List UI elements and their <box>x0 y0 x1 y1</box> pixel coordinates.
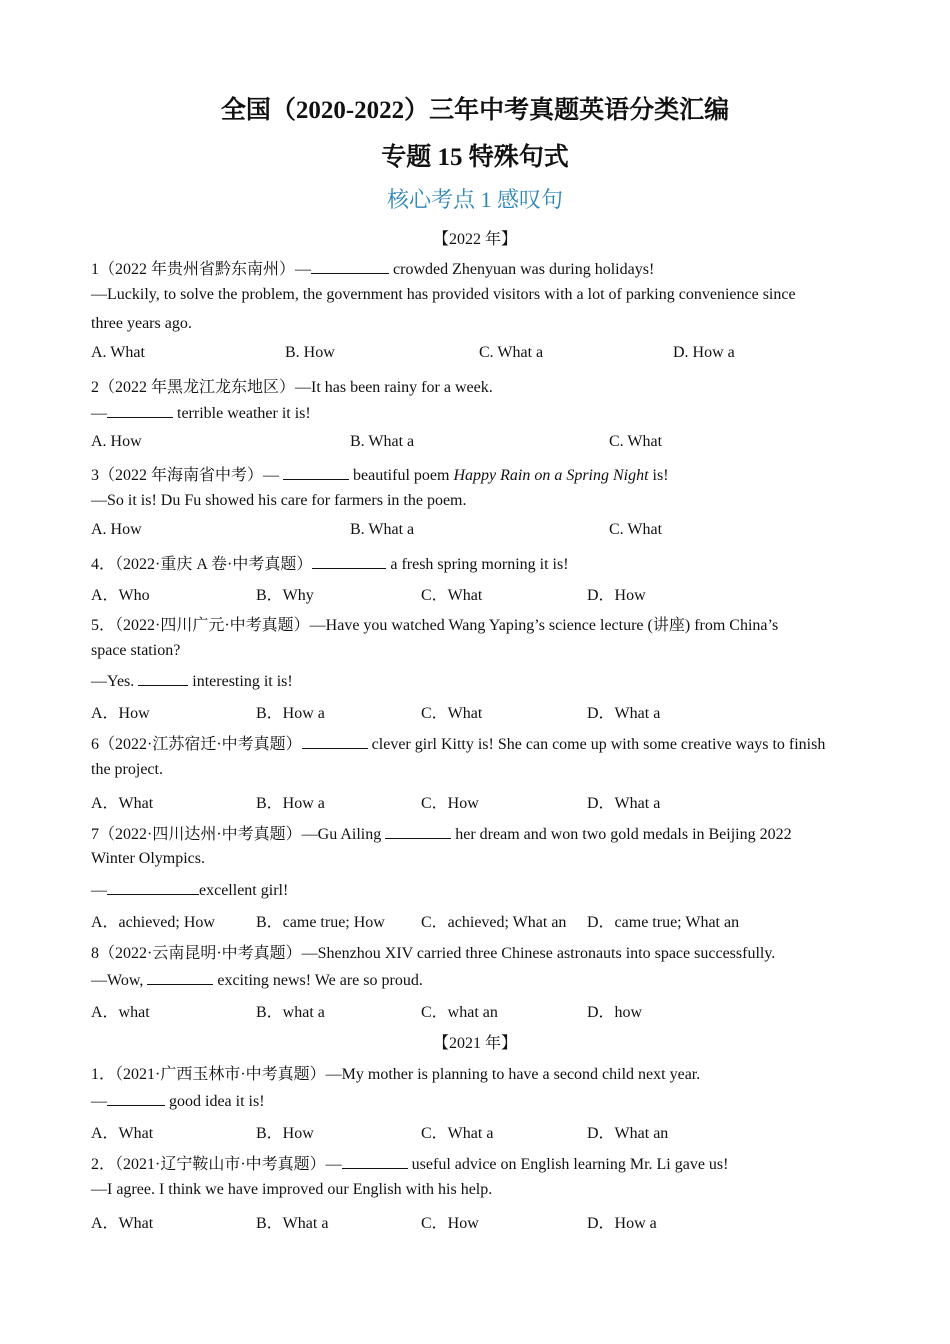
question-1-line: —Luckily, to solve the problem, the government has provided visitors with a lot of parking convenience since <box>91 286 796 303</box>
option-b: B. What a <box>350 521 415 538</box>
option-d: D．What a <box>587 795 661 812</box>
option-a: A．achieved; How <box>91 914 215 931</box>
section-heading: 核心考点 1 感叹句 <box>386 187 563 212</box>
question-7-line: Winter Olympics. <box>91 850 205 867</box>
option-a: A．What <box>91 795 154 812</box>
answer-blank <box>312 554 386 569</box>
option-c: C．How <box>421 1215 479 1232</box>
option-b: B．Why <box>256 587 314 604</box>
option-b: B. How <box>285 344 335 361</box>
answer-blank <box>107 880 199 895</box>
option-a: A．what <box>91 1004 150 1021</box>
question-2-stem: 2（2022 年黑龙江龙东地区）—It has been rainy for a week. <box>91 379 493 396</box>
option-a: A．How <box>91 705 150 722</box>
option-a: A．What <box>91 1215 154 1232</box>
question-7-stem: 7（2022·四川达州·中考真题）—Gu Ailing her dream and won two gold medals in Beijing 2022 <box>91 826 792 843</box>
question-7-line: — excellent girl! <box>91 882 289 899</box>
document-title: 全国（2020-2022）三年中考真题英语分类汇编 <box>220 97 730 124</box>
question-1-line: three years ago. <box>91 315 192 332</box>
answer-blank <box>147 970 213 985</box>
answer-blank <box>342 1154 408 1169</box>
option-c: C．What <box>421 587 483 604</box>
option-b: B．what a <box>256 1004 325 1021</box>
answer-blank <box>107 403 173 418</box>
option-a: A．Who <box>91 587 150 604</box>
option-b: B．What a <box>256 1215 329 1232</box>
question-6-line: the project. <box>91 761 163 778</box>
topic-title: 专题 15 特殊句式 <box>381 144 569 171</box>
question-2021-1-line: — good idea it is! <box>91 1093 265 1110</box>
answer-blank <box>138 671 188 686</box>
answer-blank <box>107 1091 165 1106</box>
option-c: C. What <box>609 433 663 450</box>
question-5-stem: 5．（2022·四川广元·中考真题）—Have you watched Wang Yaping’s science lecture (讲座) from China’s <box>91 617 779 634</box>
option-d: D．how <box>587 1004 643 1021</box>
option-c: C. What a <box>479 344 544 361</box>
option-c: C．What a <box>421 1125 494 1142</box>
option-b: B．came true; How <box>256 914 385 931</box>
option-b: B．How a <box>256 795 325 812</box>
question-2-line: — terrible weather it is! <box>91 405 311 422</box>
question-2021-2-line: —I agree. I think we have improved our English with his help. <box>91 1181 493 1198</box>
option-d: D．How a <box>587 1215 657 1232</box>
option-c: C. What <box>609 521 663 538</box>
year-heading-2022: 【2022 年】 <box>432 231 517 248</box>
question-8-line: —Wow, exciting news! We are so proud. <box>91 972 423 989</box>
answer-blank <box>283 465 349 480</box>
option-b: B. What a <box>350 433 415 450</box>
option-c: C．achieved; What an <box>421 914 567 931</box>
answer-blank <box>385 824 451 839</box>
answer-blank <box>302 734 368 749</box>
question-4-stem: 4．（2022·重庆 A 卷·中考真题） a fresh spring morning it is! <box>91 556 569 573</box>
option-a: A．What <box>91 1125 154 1142</box>
option-a: A. How <box>91 521 142 538</box>
option-c: C．How <box>421 795 479 812</box>
option-a: A. How <box>91 433 142 450</box>
option-d: D．How <box>587 587 646 604</box>
question-5-line: space station? <box>91 642 181 659</box>
question-2021-1-stem: 1．（2021·广西玉林市·中考真题）—My mother is planning to have a second child next year. <box>91 1066 701 1083</box>
question-8-stem: 8（2022·云南昆明·中考真题）—Shenzhou XIV carried three Chinese astronauts into space successfully. <box>91 945 776 962</box>
year-heading-2021: 【2021 年】 <box>432 1035 517 1052</box>
question-5-line: —Yes. interesting it is! <box>91 673 293 690</box>
answer-blank <box>311 259 389 274</box>
question-1-stem: 1（2022 年贵州省黔东南州）— crowded Zhenyuan was during holidays! <box>91 261 655 278</box>
option-d: D．What a <box>587 705 661 722</box>
option-c: C．what an <box>421 1004 498 1021</box>
question-2021-2-stem: 2．（2021·辽宁鞍山市·中考真题）— useful advice on English learning Mr. Li gave us! <box>91 1156 729 1173</box>
option-b: B．How a <box>256 705 325 722</box>
question-6-stem: 6（2022·江苏宿迁·中考真题） clever girl Kitty is! She can come up with some creative ways to finish <box>91 736 826 753</box>
option-c: C．What <box>421 705 483 722</box>
question-3-line: —So it is! Du Fu showed his care for farmers in the poem. <box>91 492 467 509</box>
option-d: D．What an <box>587 1125 669 1142</box>
option-b: B．How <box>256 1125 314 1142</box>
option-d: D．came true; What an <box>587 914 740 931</box>
option-d: D. How a <box>673 344 735 361</box>
option-a: A. What <box>91 344 145 361</box>
question-3-stem: 3（2022 年海南省中考）— beautiful poem Happy Rain on a Spring Night is! <box>91 467 669 484</box>
